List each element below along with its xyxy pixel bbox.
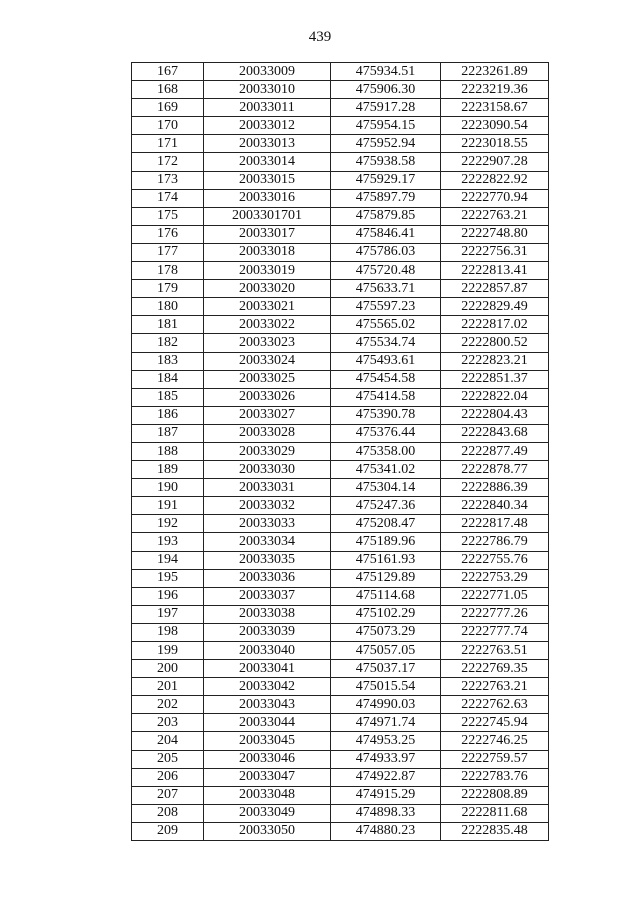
y-coordinate-cell: 2222763.51 <box>441 642 549 660</box>
x-coordinate-cell: 475565.02 <box>331 316 441 334</box>
x-coordinate-cell: 475846.41 <box>331 225 441 243</box>
row-number-cell: 198 <box>132 623 204 641</box>
y-coordinate-cell: 2222840.34 <box>441 497 549 515</box>
table-row <box>132 99 549 117</box>
x-coordinate-cell: 475189.96 <box>331 533 441 551</box>
point-id-cell: 20033030 <box>204 461 331 479</box>
row-number-cell: 206 <box>132 768 204 786</box>
row-number-cell: 204 <box>132 732 204 750</box>
point-id-cell: 20033045 <box>204 732 331 750</box>
point-id-cell: 20033017 <box>204 225 331 243</box>
row-number-cell: 168 <box>132 81 204 99</box>
x-coordinate-cell: 475879.85 <box>331 207 441 225</box>
x-coordinate-cell: 475929.17 <box>331 171 441 189</box>
row-number-cell: 172 <box>132 153 204 171</box>
row-number-cell: 177 <box>132 243 204 261</box>
point-id-cell: 20033016 <box>204 189 331 207</box>
x-coordinate-cell: 475358.00 <box>331 442 441 460</box>
x-coordinate-cell: 474880.23 <box>331 822 441 840</box>
row-number-cell: 178 <box>132 262 204 280</box>
table-row <box>132 298 549 316</box>
row-number-cell: 167 <box>132 63 204 81</box>
row-number-cell: 201 <box>132 678 204 696</box>
table-row <box>132 461 549 479</box>
y-coordinate-cell: 2222811.68 <box>441 804 549 822</box>
y-coordinate-cell: 2222822.04 <box>441 388 549 406</box>
x-coordinate-cell: 475952.94 <box>331 135 441 153</box>
table-row <box>132 442 549 460</box>
x-coordinate-cell: 474915.29 <box>331 786 441 804</box>
point-id-cell: 2003301701 <box>204 207 331 225</box>
x-coordinate-cell: 475897.79 <box>331 189 441 207</box>
point-id-cell: 20033031 <box>204 479 331 497</box>
x-coordinate-cell: 475906.30 <box>331 81 441 99</box>
point-id-cell: 20033043 <box>204 696 331 714</box>
y-coordinate-cell: 2222769.35 <box>441 660 549 678</box>
table-row <box>132 533 549 551</box>
point-id-cell: 20033027 <box>204 406 331 424</box>
x-coordinate-cell: 475102.29 <box>331 605 441 623</box>
row-number-cell: 186 <box>132 406 204 424</box>
table-row <box>132 605 549 623</box>
x-coordinate-cell: 475341.02 <box>331 461 441 479</box>
y-coordinate-cell: 2222877.49 <box>441 442 549 460</box>
y-coordinate-cell: 2222878.77 <box>441 461 549 479</box>
point-id-cell: 20033025 <box>204 370 331 388</box>
x-coordinate-cell: 475597.23 <box>331 298 441 316</box>
coordinates-table <box>131 62 549 841</box>
point-id-cell: 20033020 <box>204 280 331 298</box>
point-id-cell: 20033039 <box>204 623 331 641</box>
x-coordinate-cell: 474953.25 <box>331 732 441 750</box>
table-row <box>132 262 549 280</box>
row-number-cell: 199 <box>132 642 204 660</box>
point-id-cell: 20033011 <box>204 99 331 117</box>
point-id-cell: 20033032 <box>204 497 331 515</box>
y-coordinate-cell: 2222770.94 <box>441 189 549 207</box>
y-coordinate-cell: 2222835.48 <box>441 822 549 840</box>
y-coordinate-cell: 2222843.68 <box>441 424 549 442</box>
table-row <box>132 280 549 298</box>
table-row <box>132 406 549 424</box>
x-coordinate-cell: 475917.28 <box>331 99 441 117</box>
table-row <box>132 497 549 515</box>
table-row <box>132 189 549 207</box>
x-coordinate-cell: 475208.47 <box>331 515 441 533</box>
point-id-cell: 20033015 <box>204 171 331 189</box>
table-row <box>132 768 549 786</box>
row-number-cell: 205 <box>132 750 204 768</box>
table-row <box>132 678 549 696</box>
y-coordinate-cell: 2223090.54 <box>441 117 549 135</box>
point-id-cell: 20033035 <box>204 551 331 569</box>
table-row <box>132 334 549 352</box>
row-number-cell: 203 <box>132 714 204 732</box>
point-id-cell: 20033049 <box>204 804 331 822</box>
x-coordinate-cell: 475161.93 <box>331 551 441 569</box>
table-row <box>132 642 549 660</box>
x-coordinate-cell: 475015.54 <box>331 678 441 696</box>
x-coordinate-cell: 475786.03 <box>331 243 441 261</box>
y-coordinate-cell: 2222756.31 <box>441 243 549 261</box>
point-id-cell: 20033050 <box>204 822 331 840</box>
row-number-cell: 169 <box>132 99 204 117</box>
row-number-cell: 192 <box>132 515 204 533</box>
y-coordinate-cell: 2222745.94 <box>441 714 549 732</box>
x-coordinate-cell: 475376.44 <box>331 424 441 442</box>
point-id-cell: 20033033 <box>204 515 331 533</box>
y-coordinate-cell: 2222822.92 <box>441 171 549 189</box>
point-id-cell: 20033047 <box>204 768 331 786</box>
x-coordinate-cell: 475073.29 <box>331 623 441 641</box>
x-coordinate-cell: 475954.15 <box>331 117 441 135</box>
row-number-cell: 180 <box>132 298 204 316</box>
table-row <box>132 243 549 261</box>
y-coordinate-cell: 2222759.57 <box>441 750 549 768</box>
point-id-cell: 20033044 <box>204 714 331 732</box>
table-row <box>132 370 549 388</box>
y-coordinate-cell: 2222763.21 <box>441 207 549 225</box>
row-number-cell: 185 <box>132 388 204 406</box>
x-coordinate-cell: 474898.33 <box>331 804 441 822</box>
x-coordinate-cell: 475390.78 <box>331 406 441 424</box>
row-number-cell: 193 <box>132 533 204 551</box>
y-coordinate-cell: 2222786.79 <box>441 533 549 551</box>
y-coordinate-cell: 2222753.29 <box>441 569 549 587</box>
y-coordinate-cell: 2222817.02 <box>441 316 549 334</box>
table-row <box>132 551 549 569</box>
x-coordinate-cell: 475938.58 <box>331 153 441 171</box>
point-id-cell: 20033010 <box>204 81 331 99</box>
x-coordinate-cell: 475247.36 <box>331 497 441 515</box>
y-coordinate-cell: 2223261.89 <box>441 63 549 81</box>
table-row <box>132 135 549 153</box>
table-row <box>132 153 549 171</box>
x-coordinate-cell: 475129.89 <box>331 569 441 587</box>
table-row <box>132 424 549 442</box>
y-coordinate-cell: 2222813.41 <box>441 262 549 280</box>
row-number-cell: 181 <box>132 316 204 334</box>
point-id-cell: 20033022 <box>204 316 331 334</box>
y-coordinate-cell: 2223018.55 <box>441 135 549 153</box>
point-id-cell: 20033014 <box>204 153 331 171</box>
table-row <box>132 569 549 587</box>
point-id-cell: 20033041 <box>204 660 331 678</box>
point-id-cell: 20033028 <box>204 424 331 442</box>
row-number-cell: 196 <box>132 587 204 605</box>
y-coordinate-cell: 2222823.21 <box>441 352 549 370</box>
y-coordinate-cell: 2222746.25 <box>441 732 549 750</box>
table-row <box>132 804 549 822</box>
y-coordinate-cell: 2222851.37 <box>441 370 549 388</box>
point-id-cell: 20033048 <box>204 786 331 804</box>
x-coordinate-cell: 475934.51 <box>331 63 441 81</box>
table-row <box>132 81 549 99</box>
table-row <box>132 207 549 225</box>
table-row <box>132 714 549 732</box>
x-coordinate-cell: 474922.87 <box>331 768 441 786</box>
point-id-cell: 20033023 <box>204 334 331 352</box>
row-number-cell: 174 <box>132 189 204 207</box>
point-id-cell: 20033046 <box>204 750 331 768</box>
row-number-cell: 188 <box>132 442 204 460</box>
row-number-cell: 194 <box>132 551 204 569</box>
y-coordinate-cell: 2222804.43 <box>441 406 549 424</box>
table-row <box>132 225 549 243</box>
y-coordinate-cell: 2222771.05 <box>441 587 549 605</box>
row-number-cell: 184 <box>132 370 204 388</box>
x-coordinate-cell: 474990.03 <box>331 696 441 714</box>
table-row <box>132 388 549 406</box>
row-number-cell: 187 <box>132 424 204 442</box>
y-coordinate-cell: 2222800.52 <box>441 334 549 352</box>
point-id-cell: 20033029 <box>204 442 331 460</box>
table-row <box>132 750 549 768</box>
row-number-cell: 195 <box>132 569 204 587</box>
x-coordinate-cell: 475493.61 <box>331 352 441 370</box>
point-id-cell: 20033038 <box>204 605 331 623</box>
y-coordinate-cell: 2222755.76 <box>441 551 549 569</box>
row-number-cell: 208 <box>132 804 204 822</box>
x-coordinate-cell: 475534.74 <box>331 334 441 352</box>
table-row <box>132 822 549 840</box>
x-coordinate-cell: 475414.58 <box>331 388 441 406</box>
row-number-cell: 173 <box>132 171 204 189</box>
x-coordinate-cell: 475304.14 <box>331 479 441 497</box>
table-row <box>132 63 549 81</box>
y-coordinate-cell: 2222777.26 <box>441 605 549 623</box>
row-number-cell: 207 <box>132 786 204 804</box>
table-row <box>132 696 549 714</box>
table-row <box>132 660 549 678</box>
page-number: 439 <box>308 29 332 45</box>
row-number-cell: 191 <box>132 497 204 515</box>
y-coordinate-cell: 2222817.48 <box>441 515 549 533</box>
row-number-cell: 183 <box>132 352 204 370</box>
table-row <box>132 479 549 497</box>
row-number-cell: 200 <box>132 660 204 678</box>
x-coordinate-cell: 474971.74 <box>331 714 441 732</box>
table-row <box>132 786 549 804</box>
row-number-cell: 176 <box>132 225 204 243</box>
y-coordinate-cell: 2223158.67 <box>441 99 549 117</box>
point-id-cell: 20033018 <box>204 243 331 261</box>
row-number-cell: 190 <box>132 479 204 497</box>
y-coordinate-cell: 2222907.28 <box>441 153 549 171</box>
y-coordinate-cell: 2222762.63 <box>441 696 549 714</box>
table-row <box>132 171 549 189</box>
table-row <box>132 587 549 605</box>
y-coordinate-cell: 2222857.87 <box>441 280 549 298</box>
row-number-cell: 189 <box>132 461 204 479</box>
x-coordinate-cell: 475454.58 <box>331 370 441 388</box>
point-id-cell: 20033026 <box>204 388 331 406</box>
y-coordinate-cell: 2222808.89 <box>441 786 549 804</box>
row-number-cell: 182 <box>132 334 204 352</box>
table-row <box>132 117 549 135</box>
table-row <box>132 316 549 334</box>
row-number-cell: 179 <box>132 280 204 298</box>
y-coordinate-cell: 2222777.74 <box>441 623 549 641</box>
point-id-cell: 20033037 <box>204 587 331 605</box>
point-id-cell: 20033013 <box>204 135 331 153</box>
table-row <box>132 352 549 370</box>
coordinates-table-body <box>132 63 549 841</box>
row-number-cell: 209 <box>132 822 204 840</box>
point-id-cell: 20033040 <box>204 642 331 660</box>
table-row <box>132 515 549 533</box>
point-id-cell: 20033042 <box>204 678 331 696</box>
point-id-cell: 20033034 <box>204 533 331 551</box>
table-row <box>132 732 549 750</box>
row-number-cell: 171 <box>132 135 204 153</box>
x-coordinate-cell: 475633.71 <box>331 280 441 298</box>
x-coordinate-cell: 475037.17 <box>331 660 441 678</box>
y-coordinate-cell: 2222748.80 <box>441 225 549 243</box>
x-coordinate-cell: 475720.48 <box>331 262 441 280</box>
x-coordinate-cell: 474933.97 <box>331 750 441 768</box>
row-number-cell: 202 <box>132 696 204 714</box>
point-id-cell: 20033024 <box>204 352 331 370</box>
x-coordinate-cell: 475114.68 <box>331 587 441 605</box>
row-number-cell: 197 <box>132 605 204 623</box>
row-number-cell: 175 <box>132 207 204 225</box>
y-coordinate-cell: 2222829.49 <box>441 298 549 316</box>
point-id-cell: 20033012 <box>204 117 331 135</box>
y-coordinate-cell: 2222763.21 <box>441 678 549 696</box>
y-coordinate-cell: 2223219.36 <box>441 81 549 99</box>
row-number-cell: 170 <box>132 117 204 135</box>
point-id-cell: 20033036 <box>204 569 331 587</box>
point-id-cell: 20033019 <box>204 262 331 280</box>
x-coordinate-cell: 475057.05 <box>331 642 441 660</box>
point-id-cell: 20033021 <box>204 298 331 316</box>
table-row <box>132 623 549 641</box>
point-id-cell: 20033009 <box>204 63 331 81</box>
y-coordinate-cell: 2222783.76 <box>441 768 549 786</box>
y-coordinate-cell: 2222886.39 <box>441 479 549 497</box>
